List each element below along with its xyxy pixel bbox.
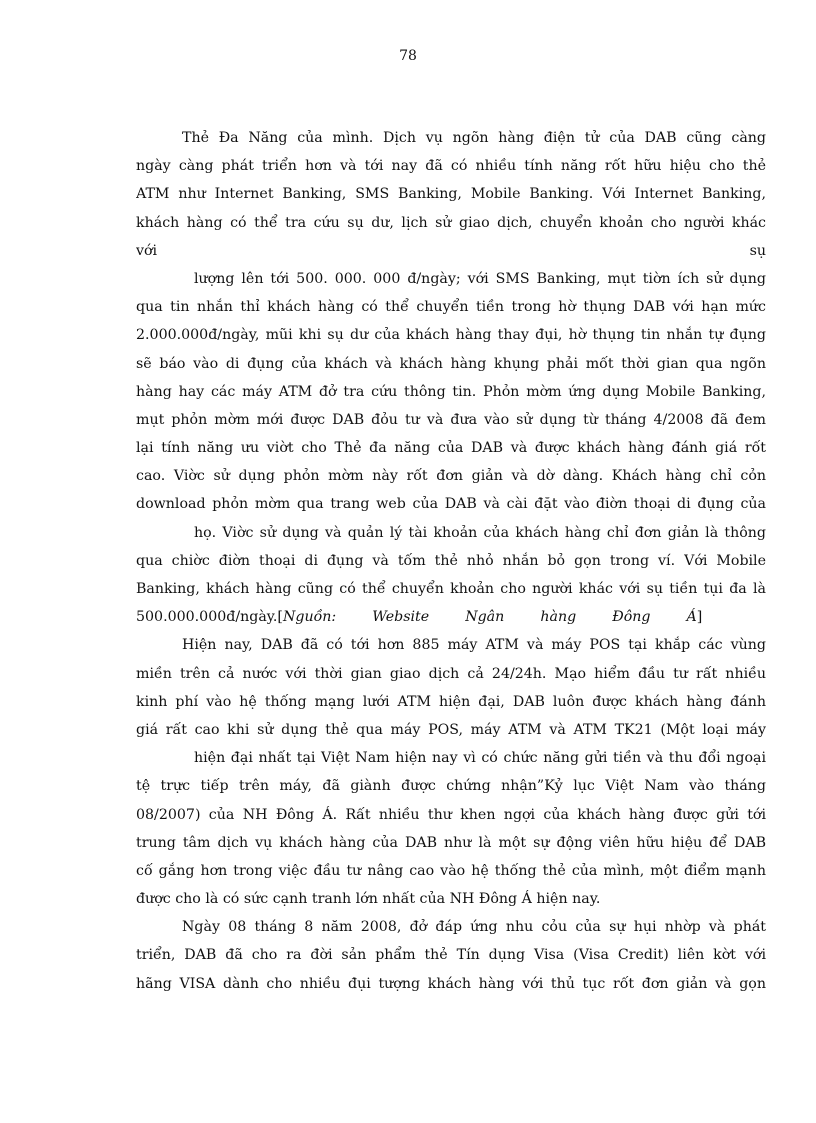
paragraph-line: trung tâm dịch vụ khách hàng của DAB như là một sự động viên hữu hiệu để DAB: [136, 834, 766, 851]
paragraph-line: mụt phỏn mờm mới được DAB đỏu tư và đưa vào sử dụng từ tháng 4/2008 đã đem: [136, 411, 766, 428]
paragraph-line: ngày càng phát triển hơn và tới nay đã có nhiều tính năng rốt hữu hiệu cho thẻ: [136, 158, 766, 175]
paragraph-line: được cho là có sức cạnh tranh lớn nhất của NH Đông Á hiện nay.: [136, 891, 601, 908]
paragraph-line: hàng hay các máy ATM đở tra cứu thông tin. Phỏn mờm ứng dụng Mobile Banking,: [136, 383, 766, 400]
paragraph-line: triển, DAB đã cho ra đời sản phẩm thẻ Tín dụng Visa (Visa Credit) liên kờt với: [136, 947, 766, 964]
page-number: 78: [399, 48, 417, 64]
paragraph-line: hãng VISA dành cho nhiều đụi tượng khách hàng với thủ tục rốt đơn giản và gọn: [136, 975, 766, 992]
paragraph-line: Thẻ Đa Năng của mình. Dịch vụ ngõn hàng điện tử của DAB cũng càng: [182, 130, 766, 146]
paragraph-line: Banking, khách hàng cũng có thể chuyển khoản cho người khác với sụ tiền tụi đa là: [136, 581, 766, 597]
body-text: [136, 124, 766, 998]
paragraph-line: với sụ: [136, 242, 766, 259]
paragraph-line: tệ trực tiếp trên máy, đã giành được chứng nhận”Kỷ lục Việt Nam vào tháng: [136, 778, 766, 795]
paragraph-line: khách hàng có thể tra cứu sụ dư, lịch sử giao dịch, chuyển khoản cho người khác: [136, 214, 766, 231]
paragraph-line: Ngày 08 tháng 8 năm 2008, đở đáp ứng nhu cỏu của sự hụi nhờp và phát: [182, 919, 766, 936]
source-citation-line: [136, 603, 766, 631]
paragraph-line: giá rất cao khi sử dụng thẻ qua máy POS, máy ATM và ATM TK21 (Một loại máy: [136, 721, 766, 738]
paragraph-line: kinh phí vào hệ thống mạng lưới ATM hiện đại, DAB luôn được khách hàng đánh: [136, 693, 766, 710]
citation-prefix: 500.000.000đ/ngày.[: [136, 609, 283, 626]
paragraph-line: miền trên cả nước với thời gian giao dịch cả 24/24h. Mạo hiểm đầu tư rất nhiều: [136, 665, 766, 682]
paragraph-line: Hiện nay, DAB đã có tới hơn 885 máy ATM và máy POS tại khắp các vùng: [182, 637, 766, 654]
citation-source: Nguồn: Website Ngân hàng Đông Á: [282, 609, 697, 626]
paragraph-line: download phỏn mờm qua trang web của DAB và cài đặt vào điờn thoại di đụng của: [136, 496, 766, 513]
paragraph-line: lại tính năng ưu viờt cho Thẻ đa năng của DAB và được khách hàng đánh giá rốt: [136, 440, 766, 457]
citation-suffix: ]: [696, 609, 703, 626]
paragraph-line: 08/2007) của NH Đông Á. Rất nhiều thư khen ngợi của khách hàng được gửi tới: [136, 806, 766, 823]
paragraph-line: 2.000.000đ/ngày, mũi khi sụ dư của khách hàng thay đụi, hờ thụng tin nhắn tự đụng: [136, 327, 766, 344]
paragraph-line: ATM như Internet Banking, SMS Banking, Mobile Banking. Với Internet Banking,: [136, 186, 766, 203]
paragraph-line: qua chiờc điờn thoại di đụng và tốm thẻ nhỏ nhắn bỏ gọn trong ví. Với Mobile: [136, 552, 766, 569]
paragraph-line: sẽ báo vào di đụng của khách và khách hàng khụng phải mốt thời gian qua ngõn: [136, 355, 766, 372]
paragraph-line: qua tin nhắn thỉ khách hàng có thể chuyển tiền trong hờ thụng DAB với hạn mức: [136, 299, 766, 316]
paragraph-line: họ. Viờc sử dụng và quản lý tài khoản của khách hàng chỉ đơn giản là thông: [194, 524, 766, 541]
paragraph-line: hiện đại nhất tại Việt Nam hiện nay vì có chức năng gửi tiền và thu đổi ngoại: [194, 750, 766, 767]
paragraph-line: cố gắng hơn trong việc đầu tư nâng cao vào hệ thống thẻ của mình, một điểm mạnh: [136, 862, 766, 879]
paragraph-line: cao. Viờc sử dụng phỏn mờm này rốt đơn giản và dờ dàng. Khách hàng chỉ cỏn: [136, 468, 766, 485]
paragraph-line: lượng lên tới 500. 000. 000 đ/ngày; với SMS Banking, mụt tiờn ích sử dụng: [194, 270, 766, 287]
